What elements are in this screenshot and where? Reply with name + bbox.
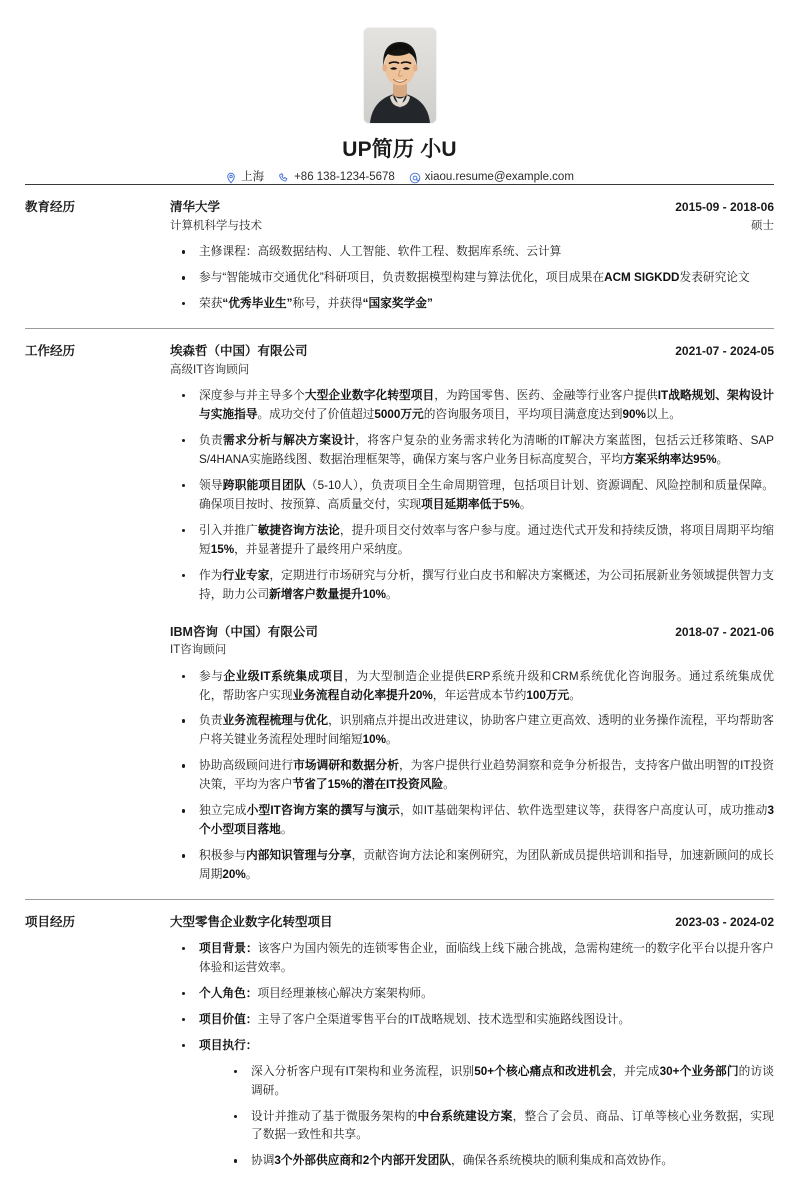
bullet-text: 引入并推广敏捷咨询方法论，提升项目交付效率与客户参与度。通过迭代式开发和持续反馈，将项目周期平均缩短15%，并显著提升了最终用户采纳度。 [199,523,774,556]
entry-title: 清华大学 [170,200,221,215]
profile-photo [364,28,436,123]
entry-title: 埃森哲（中国）有限公司 [170,344,308,359]
resume-section [0,899,799,1192]
bullet-item [170,295,774,314]
bullet-list [170,668,774,886]
phone-icon [278,172,290,184]
bullet-item [170,567,774,605]
bullet-text: 项目价值：主导了客户全渠道零售平台的IT战略规划、技术选型和实施路线图设计。 [199,1012,631,1026]
bullet-text: 独立完成小型IT咨询方案的撰写与演示，如IT基础架构评估、软件选型建议等，获得客户高度认可，成功推动3个小型项目落地。 [199,804,774,837]
section-label: 项目经历 [25,915,76,930]
contact-location-text: 上海 [241,171,265,184]
bullet-item [170,757,774,795]
bullet-item [170,668,774,706]
bullet-list [170,387,774,605]
entry-header [170,342,774,361]
bullet-text: 设计并推动了基于微服务架构的中台系统建设方案，整合了会员、商品、订单等核心业务数据，实现了数据一致性和共享。 [251,1109,774,1142]
entry-subtitle: 高级IT咨询顾问 [170,363,250,376]
section-body [25,185,774,328]
bullet-text: 协助高级顾问进行市场调研和数据分析，为客户提供行业趋势洞察和竞争分析报告，支持客户做出明智的IT投资决策，平均为客户节省了15%的潜在IT投资风险。 [199,759,774,792]
entry-subtitle: IT咨询顾问 [170,644,227,657]
contact-email [409,172,574,184]
bullet-text: 深入分析客户现有IT架构和业务流程，识别50+个核心痛点和改进机会，并完成30+个业务部门的访谈调研。 [251,1064,774,1097]
bullet-text: 个人角色：项目经理兼核心解决方案架构师。 [199,986,433,1000]
entry-date: 2015-09 - 2018-06 [675,200,774,215]
entry-title: 大型零售企业数字化转型项目 [170,915,333,930]
bullet-text: 荣获“优秀毕业生”称号，并获得“国家奖学金” [199,297,433,311]
contact-phone-text: +86 138-1234-5678 [294,171,395,184]
resume-sections [0,184,799,1192]
entry-date: 2021-07 - 2024-05 [675,344,774,359]
bullet-text: 领导跨职能项目团队（5-10人），负责项目全生命周期管理，包括项目计划、资源调配、风险控制和质量保障。确保项目按时、按预算、高质量交付，实现项目延期率低于5%。 [199,478,774,511]
person-name: UP简历 小U [342,138,457,161]
section-label: 教育经历 [25,200,76,215]
bullet-item [170,269,774,288]
resume-entry [170,623,774,886]
bullet-item [170,1037,774,1172]
bullet-item [170,712,774,750]
entry-subheader [170,362,774,379]
entry-subtitle: 计算机科学与技术 [170,219,262,232]
bullet-text: 深度参与并主导多个大型企业数字化转型项目，为跨国零售、医药、金融等行业客户提供IT战略规划、架构设计与实施指导。成功交付了价值超过5000万元的咨询服务项目，平均项目满意度达到90%以上。 [199,389,774,421]
entry-header [170,623,774,642]
entry-subheader [170,642,774,659]
contact-phone [278,172,395,184]
location-pin-icon [225,172,237,184]
nested-bullet-item [222,1108,774,1146]
bullet-list [170,940,774,1172]
bullet-text: 负责业务流程梳理与优化，识别痛点并提出改进建议，协助客户建立更高效、透明的业务操作流程，平均帮助客户将关键业务流程处理时间缩短10%。 [199,714,774,747]
section-content [170,913,774,1178]
bullet-text: 项目执行： [199,1038,258,1052]
resume-section [0,184,799,328]
bullet-item [170,802,774,840]
entry-title: IBM咨询（中国）有限公司 [170,624,318,639]
section-content [170,342,774,885]
nested-bullet-item [222,1152,774,1171]
at-email-icon [409,172,421,184]
bullet-text: 作为行业专家，定期进行市场研究与分析，撰写行业白皮书和解决方案概述，为公司拓展新业务领域提供智力支持，助力公司新增客户数量提升10%。 [199,568,774,601]
bullet-text: 负责需求分析与解决方案设计，将客户复杂的业务需求转化为清晰的IT解决方案蓝图，包括云迁移策略、SAP S/4HANA实施路线图、数据治理框架等，确保方案与客户业务目标高度契合，平均方案采纳率达95%。 [199,433,774,466]
bullet-item [170,847,774,885]
bullet-text: 参与“智能城市交通优化”科研项目，负责数据模型构建与算法优化，项目成果在ACM SIGKDD发表研究论文 [199,271,750,285]
bullet-item [170,940,774,978]
section-body [25,900,774,1192]
entry-date: 2018-07 - 2021-06 [675,624,774,639]
nested-bullet-list [199,1063,774,1172]
resume-entry [170,913,774,1171]
nested-bullet-item [222,1063,774,1101]
section-content [170,198,774,314]
bullet-text: 参与企业级IT系统集成项目，为大型制造企业提供ERP系统升级和CRM系统优化咨询服务。通过系统集成优化，帮助客户实现业务流程自动化率提升20%，年运营成本节约100万元。 [199,669,774,702]
resume-section [0,328,799,899]
bullet-item [170,432,774,470]
resume-entry [170,198,774,314]
entry-header [170,913,774,932]
bullet-item [170,387,774,425]
bullet-text: 协调3个外部供应商和2个内部开发团队，确保各系统模块的顺利集成和高效协作。 [251,1154,674,1168]
bullet-item [170,522,774,560]
entry-date: 2023-03 - 2024-02 [675,915,774,930]
entry-degree: 硕士 [751,219,774,232]
section-body [25,329,774,899]
contact-row [0,172,799,184]
bullet-text: 项目背景：该客户为国内领先的连锁零售企业，面临线上线下融合挑战，急需构建统一的数字化平台以提升客户体验和运营效率。 [199,941,774,974]
contact-location [225,172,264,184]
bullet-item [170,243,774,262]
bullet-item [170,1011,774,1030]
contact-email-text: xiaou.resume@example.com [424,171,574,184]
entry-header [170,198,774,217]
bullet-list [170,243,774,314]
bullet-text: 主修课程：高级数据结构、人工智能、软件工程、数据库系统、云计算 [199,245,562,259]
entry-subheader [170,218,774,235]
bullet-text: 积极参与内部知识管理与分享，贡献咨询方法论和案例研究，为团队新成员提供培训和指导，加速新顾问的成长周期20%。 [199,849,774,882]
resume-header [0,0,799,184]
section-label: 工作经历 [25,344,76,359]
bullet-item [170,985,774,1004]
bullet-item [170,477,774,515]
resume-entry [170,342,774,605]
